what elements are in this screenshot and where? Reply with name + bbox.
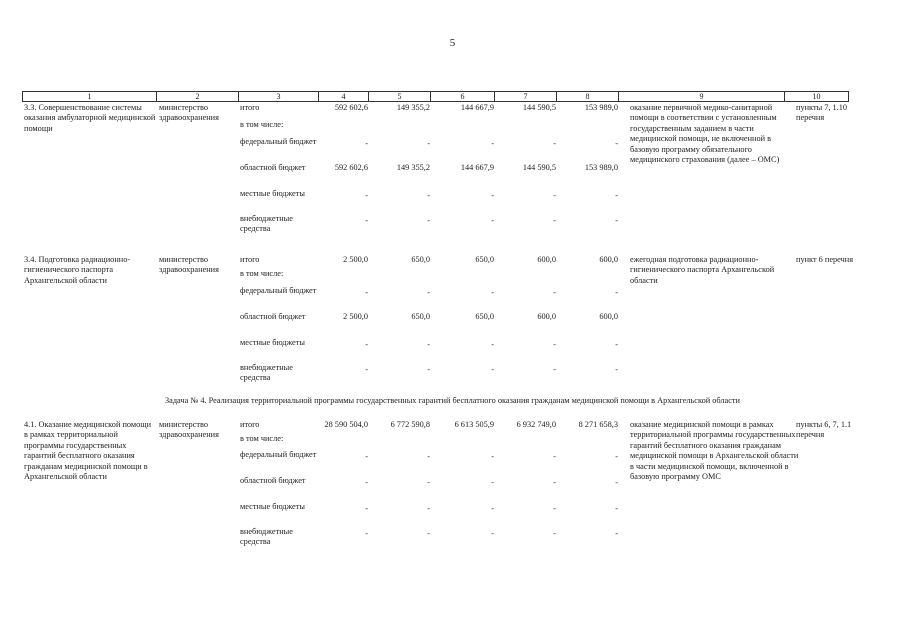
value-year-1: - (427, 365, 430, 374)
activity-executor: министерство здравоохранения (159, 420, 219, 440)
funding-label: внебюджетные средства (240, 363, 293, 383)
value-total: 2 500,0 (343, 255, 368, 264)
value-year-2: - (491, 288, 494, 297)
value-year-1: 6 772 590,8 (390, 420, 430, 429)
value-year-1: - (427, 139, 430, 148)
activity-name: 3.4. Подготовка радиационно-гигиенического паспорта Архангельской области (24, 255, 131, 285)
value-year-4: - (615, 365, 618, 374)
value-year-4: - (615, 529, 618, 538)
funding-label: федеральный бюджет (240, 286, 317, 295)
funding-label: областной бюджет (240, 476, 306, 485)
value-total: 592 602,6 (334, 103, 368, 112)
value-year-3: - (553, 365, 556, 374)
funding-label: местные бюджеты (240, 502, 305, 511)
value-year-4: - (615, 478, 618, 487)
value-year-3: - (553, 216, 556, 225)
value-year-1: 149 355,2 (396, 103, 430, 112)
value-year-2: - (491, 139, 494, 148)
value-year-2: 144 667,9 (460, 163, 494, 172)
value-total: 592 602,6 (334, 163, 368, 172)
value-year-2: - (491, 216, 494, 225)
col-header-5: 5 (369, 92, 431, 102)
col-header-9: 9 (619, 92, 785, 102)
value-year-4: 8 271 658,3 (578, 420, 618, 429)
value-total: - (365, 504, 368, 513)
funding-label: федеральный бюджет (240, 450, 317, 459)
activity-result: оказание медицинской помощи в рамках территориальной программы государственных гарантий бесплатного оказания гражданам медицинской помощи в Архангельской области в части медицинской помощи, включенной в базовую программу ОМС (630, 420, 799, 482)
task-4-heading: Задача № 4. Реализация территориальной программы государственных гарантий бесплатного оказания гражданам медицинской помощи в Архангельской области (165, 396, 740, 405)
activity-row-4-1 (22, 420, 852, 555)
value-year-3: 6 932 749,0 (516, 420, 556, 429)
value-year-2: - (491, 504, 494, 513)
col-header-10: 10 (785, 92, 849, 102)
value-year-3: - (553, 191, 556, 200)
funding-label: в том числе: (240, 269, 284, 278)
funding-label: в том числе: (240, 434, 284, 443)
value-year-3: 144 590,5 (522, 103, 556, 112)
value-year-2: 6 613 505,9 (454, 420, 494, 429)
value-total: - (365, 365, 368, 374)
value-year-4: 600,0 (599, 255, 618, 264)
value-year-1: - (427, 529, 430, 538)
value-year-3: - (553, 452, 556, 461)
value-year-3: - (553, 139, 556, 148)
value-year-1: - (427, 504, 430, 513)
value-year-4: 153 989,0 (584, 163, 618, 172)
col-header-6: 6 (431, 92, 495, 102)
value-year-2: 650,0 (475, 312, 494, 321)
activity-reference: пункты 7, 1.10 перечня (796, 103, 848, 123)
value-total: - (365, 452, 368, 461)
funding-label: итого (240, 420, 260, 429)
col-header-7: 7 (495, 92, 557, 102)
value-total: - (365, 478, 368, 487)
activity-reference: пункты 6, 7, 1.1 перечня (796, 420, 852, 440)
value-year-4: - (615, 452, 618, 461)
value-year-2: - (491, 452, 494, 461)
activity-row-3-4 (22, 255, 854, 385)
value-year-4: - (615, 139, 618, 148)
value-total: - (365, 288, 368, 297)
value-year-4: - (615, 191, 618, 200)
col-header-1: 1 (23, 92, 157, 102)
value-year-3: - (553, 529, 556, 538)
value-total: 28 590 504,0 (324, 420, 368, 429)
value-year-2: - (491, 529, 494, 538)
activity-row-3-3 (22, 103, 848, 238)
value-year-4: - (615, 288, 618, 297)
value-year-4: - (615, 340, 618, 349)
value-year-1: - (427, 191, 430, 200)
value-year-2: - (491, 340, 494, 349)
value-year-1: 650,0 (411, 312, 430, 321)
value-total: - (365, 529, 368, 538)
activity-result: ежегодная подготовка радиационно-гигиенического паспорта Архангельской области (630, 255, 775, 285)
value-year-1: - (427, 216, 430, 225)
funding-label: местные бюджеты (240, 338, 305, 347)
value-year-3: - (553, 478, 556, 487)
column-number-header (22, 91, 849, 102)
value-year-1: - (427, 288, 430, 297)
col-header-4: 4 (319, 92, 369, 102)
value-year-1: - (427, 478, 430, 487)
funding-label: внебюджетные средства (240, 527, 293, 547)
value-year-4: - (615, 504, 618, 513)
activity-result: оказание первичной медико-санитарной помощи в соответствии с установленным государственным заданием в части медицинской помощи, не включенной в базовую программу обязательного медицинского страхования (далее – ОМС) (630, 103, 780, 165)
funding-label: внебюджетные средства (240, 214, 293, 234)
funding-label: областной бюджет (240, 312, 306, 321)
value-total: - (365, 139, 368, 148)
value-year-4: 153 989,0 (584, 103, 618, 112)
page-number: 5 (449, 37, 456, 49)
value-year-1: 650,0 (411, 255, 430, 264)
value-year-3: - (553, 504, 556, 513)
value-year-1: 149 355,2 (396, 163, 430, 172)
funding-label: в том числе: (240, 120, 284, 129)
value-year-2: - (491, 365, 494, 374)
value-year-2: - (491, 191, 494, 200)
value-year-3: 600,0 (537, 312, 556, 321)
value-total: - (365, 340, 368, 349)
value-total: - (365, 216, 368, 225)
col-header-8: 8 (557, 92, 619, 102)
col-header-2: 2 (157, 92, 239, 102)
activity-reference: пункт 6 перечня (796, 255, 854, 264)
value-year-2: - (491, 478, 494, 487)
activity-executor: министерство здравоохранения (159, 255, 219, 275)
value-year-3: - (553, 288, 556, 297)
value-year-1: - (427, 340, 430, 349)
value-year-1: - (427, 452, 430, 461)
value-year-2: 144 667,9 (460, 103, 494, 112)
funding-label: итого (240, 255, 260, 264)
value-year-3: 600,0 (537, 255, 556, 264)
activity-name: 4.1. Оказание медицинской помощи в рамках территориальной программы государственных гарантий бесплатного оказания гражданам медицинской помощи в Архангельской области (24, 420, 152, 482)
value-year-2: 650,0 (475, 255, 494, 264)
funding-label: итого (240, 103, 260, 112)
value-total: 2 500,0 (343, 312, 368, 321)
value-total: - (365, 191, 368, 200)
funding-label: местные бюджеты (240, 189, 305, 198)
funding-label: федеральный бюджет (240, 137, 317, 146)
value-year-4: - (615, 216, 618, 225)
col-header-3: 3 (239, 92, 319, 102)
funding-label: областной бюджет (240, 163, 306, 172)
activity-name: 3.3. Совершенствование системы оказания амбулаторной медицинской помощи (24, 103, 156, 133)
activity-executor: министерство здравоохранения (159, 103, 219, 123)
value-year-4: 600,0 (599, 312, 618, 321)
value-year-3: - (553, 340, 556, 349)
value-year-3: 144 590,5 (522, 163, 556, 172)
